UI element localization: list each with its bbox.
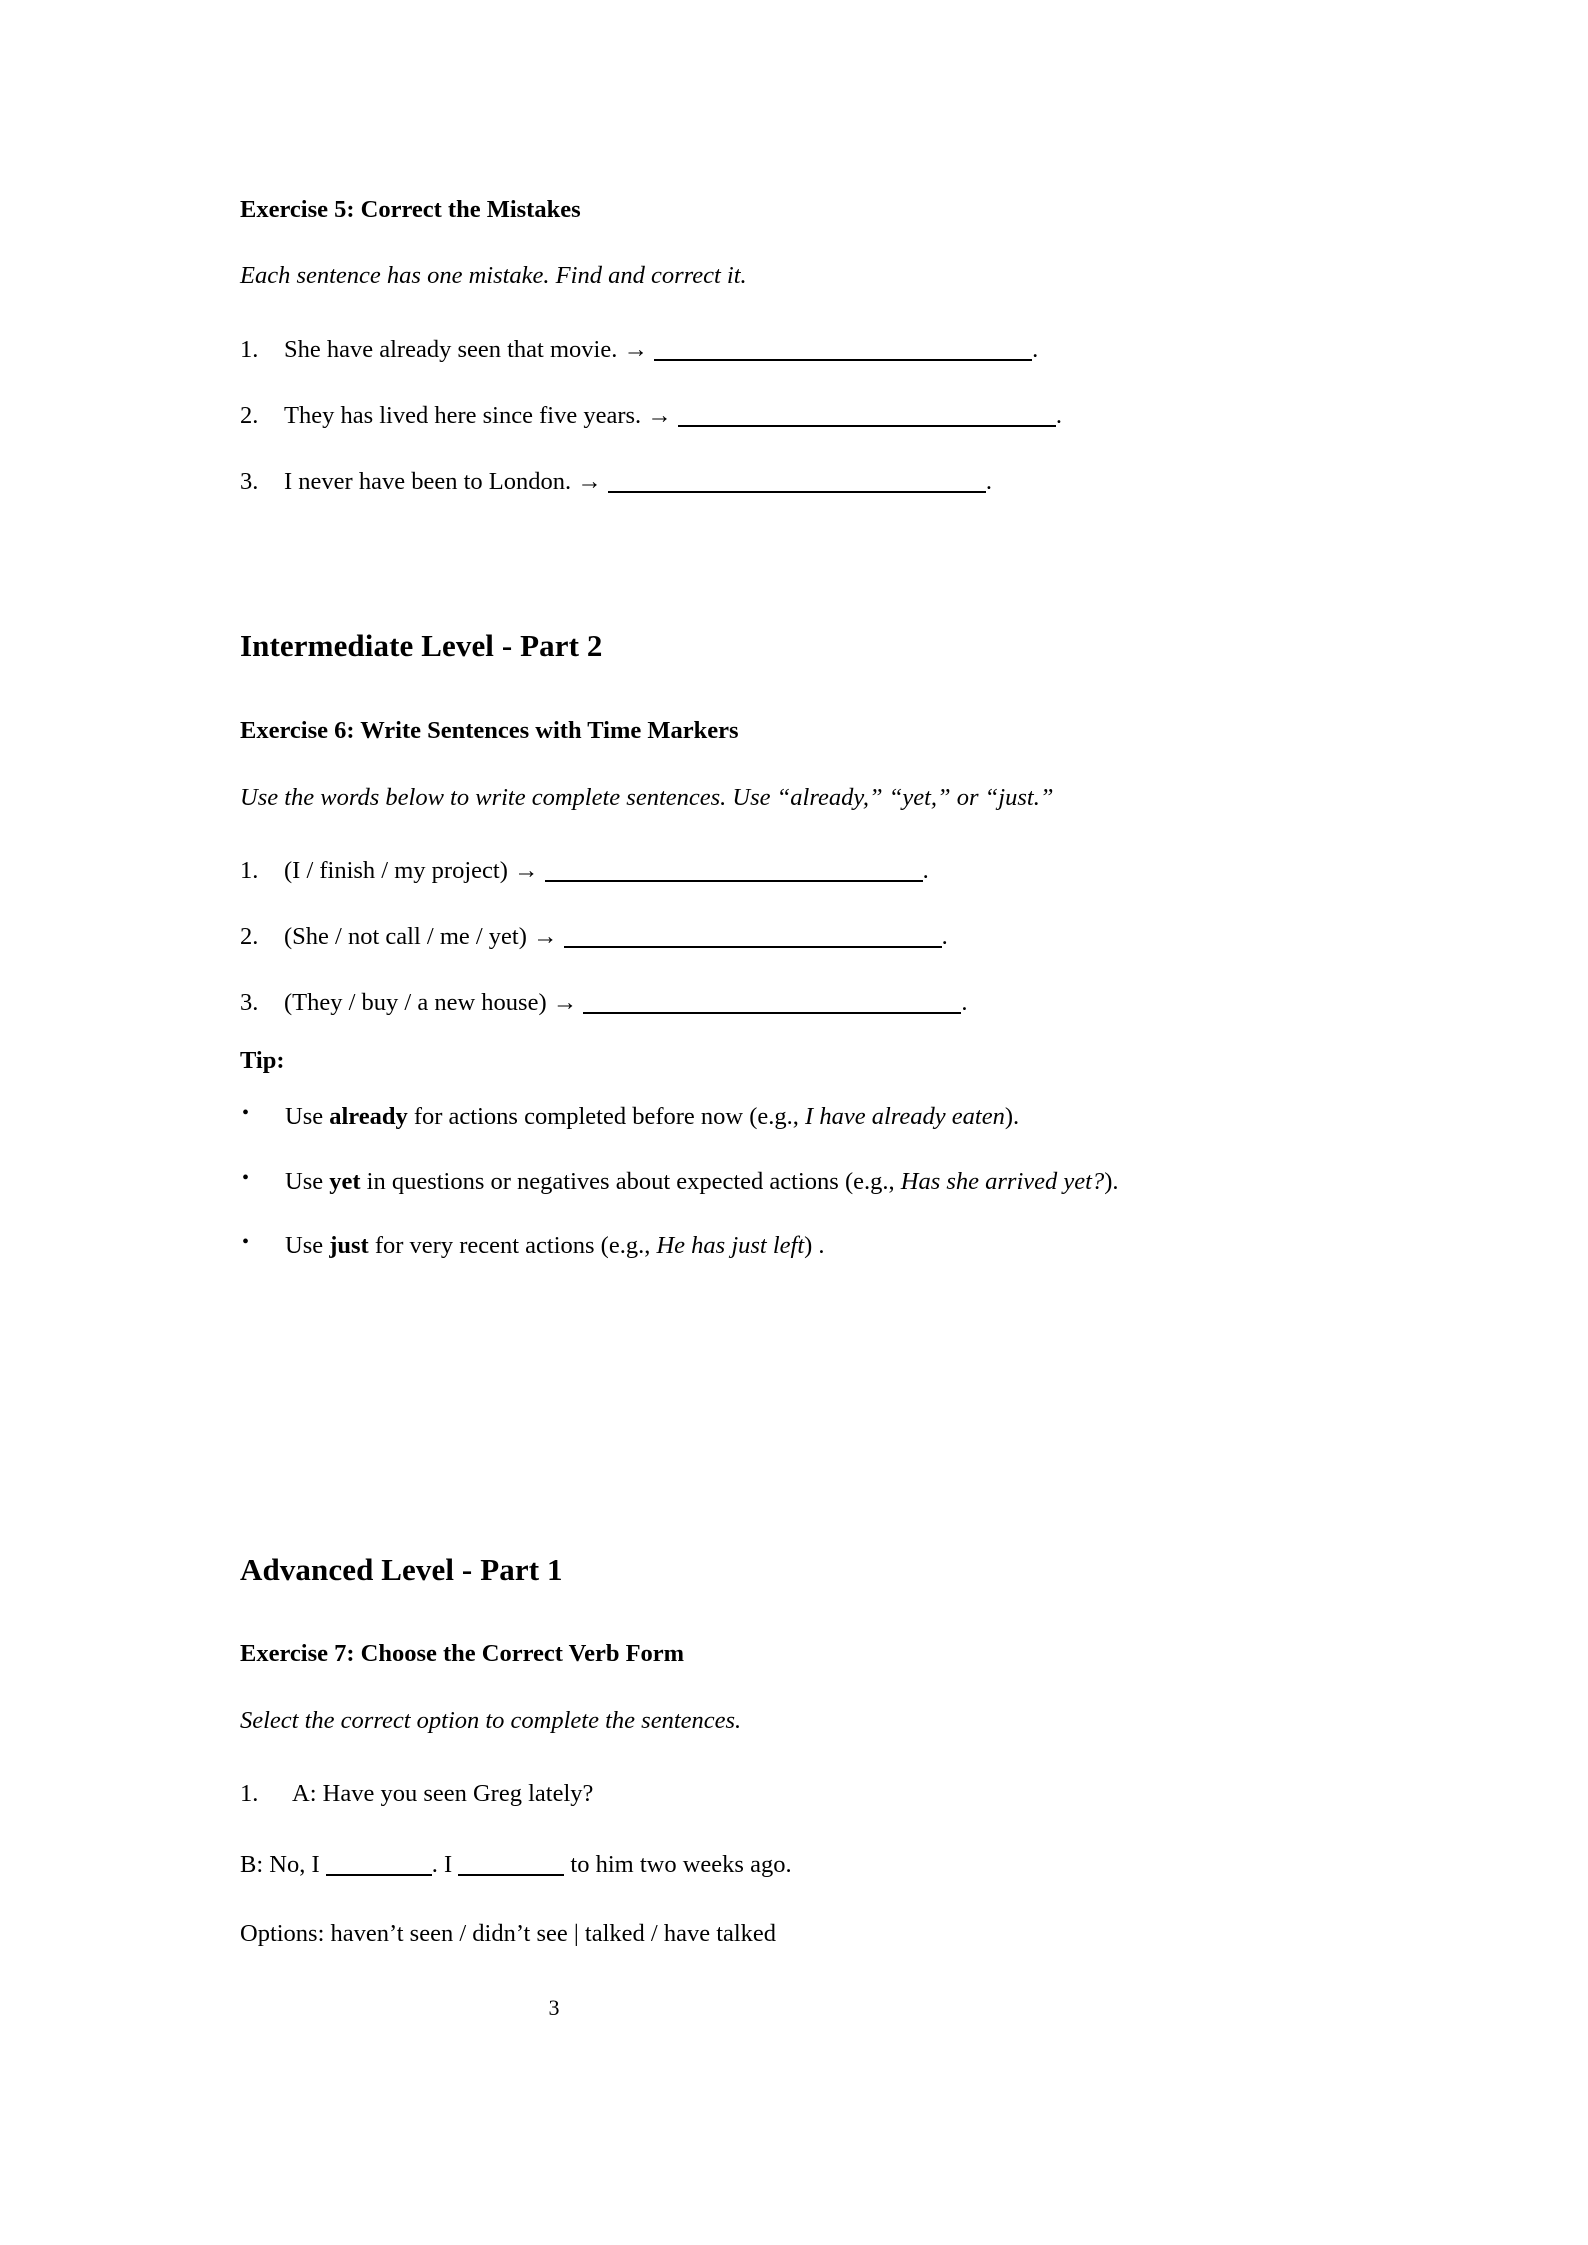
tip-tail: ). [1004,1103,1020,1130]
line-b-part1: B: No, I [240,1851,326,1878]
tip-tail: ). [1104,1167,1119,1195]
section-heading-intermediate-part-2: Intermediate Level - Part 2 [240,628,603,663]
arrow-icon: → [533,923,558,951]
item-number: 1. [240,1780,259,1807]
dialogue-line-a: A: Have you seen Greg lately? [292,1780,594,1807]
list-item [240,1097,1308,1137]
item-number: 1. [240,857,259,884]
bullet-icon: • [242,1166,250,1189]
exercise5-instruction-block [240,262,1308,290]
tip-keyword: yet [329,1167,361,1195]
item-end-punctuation: . [1032,336,1039,363]
answer-blank[interactable] [564,946,942,948]
exercise5-instruction: Each sentence has one mistake. Find and correct it. [240,262,747,289]
exercise7-instruction-block [240,1707,1308,1735]
tip-lead: Use [285,1232,330,1260]
exercise7-item-a [240,1777,1308,1810]
answer-blank[interactable] [458,1874,564,1876]
item-end-punctuation: . [961,989,968,1017]
line-b-part3: to him two weeks ago. [564,1851,792,1878]
answer-blank[interactable] [545,880,923,882]
options-line: Options: haven’t seen / didn’t see | talked / have talked [240,1920,777,1947]
exercise6-instruction-block [240,784,1308,812]
answer-blank[interactable] [678,425,1056,427]
tip-bullets [240,1097,1308,1266]
answer-blank[interactable] [608,491,986,493]
tip-label-block [240,1047,1308,1075]
arrow-icon: → [577,468,602,496]
item-text: I never have been to London. [284,468,572,496]
tip-list [240,1097,1308,1266]
list-item [240,1777,1308,1810]
arrow-icon: → [552,989,578,1017]
item-end-punctuation: . [941,923,948,951]
advanced-part1-heading-block [240,1552,1308,1588]
page-number: 3 [548,1995,560,2020]
item-text: They has lived here since five years. [284,402,642,430]
list-item [240,1226,1308,1266]
item-number: 2. [240,923,259,951]
item-text: (I / finish / my project) [284,857,508,884]
exercise7-list [240,1777,1308,1810]
exercise6-heading: Exercise 6: Write Sentences with Time Markers [240,717,739,744]
tip-mid: for very recent actions (e.g., [368,1232,657,1260]
item-number: 3. [240,989,259,1017]
tip-example: Has she arrived yet? [900,1167,1105,1195]
tip-mid: in questions or negatives about expected actions (e.g., [360,1167,901,1195]
item-text: She have already seen that movie. [284,336,618,363]
list-item [240,465,1308,498]
answer-blank[interactable] [654,359,1032,361]
tip-example: He has just left [656,1232,805,1260]
dialogue-line-b [240,1847,1308,1883]
list-item [240,920,1308,953]
tip-lead: Use [285,1167,330,1195]
section-heading-advanced-part-1: Advanced Level - Part 1 [240,1552,563,1587]
tip-keyword: just [329,1232,369,1260]
exercise5-heading-block [240,196,1308,224]
exercise7-item-b [240,1847,1308,1883]
bullet-icon: • [242,1231,250,1254]
item-number: 1. [240,336,259,363]
arrow-icon: → [513,857,539,884]
bullet-icon: • [242,1102,250,1124]
answer-blank[interactable] [326,1874,432,1876]
arrow-icon: → [647,402,672,430]
item-end-punctuation: . [922,857,929,884]
tip-label: Tip: [240,1047,285,1074]
answer-blank[interactable] [583,1012,961,1014]
exercise7-heading-block [240,1640,1308,1668]
item-end-punctuation: . [985,468,992,496]
list-item [240,333,1308,366]
exercise6-items [240,854,1308,1019]
exercise6-list [240,854,1308,1019]
list-item [240,854,1308,887]
item-text: (They / buy / a new house) [284,989,547,1017]
tip-mid: for actions completed before now (e.g., [407,1103,806,1130]
tip-keyword: already [329,1103,408,1130]
exercise5-list [240,333,1308,498]
exercise7-heading: Exercise 7: Choose the Correct Verb Form [240,1640,685,1667]
item-text: (She / not call / me / yet) [284,923,527,951]
tip-tail: ) . [804,1232,825,1260]
exercise7-options-block [240,1916,1308,1952]
exercise7-instruction: Select the correct option to complete the sentences. [240,1707,742,1734]
tip-example: I have already eaten [805,1103,1005,1130]
item-number: 2. [240,402,259,430]
list-item [240,1162,1308,1202]
item-number: 3. [240,468,259,496]
exercise6-instruction: Use the words below to write complete sentences. Use “already,” “yet,” or “just.” [240,784,1054,811]
list-item [240,399,1308,432]
exercise5-heading: Exercise 5: Correct the Mistakes [240,196,581,223]
tip-lead: Use [285,1103,330,1130]
exercise5-items [240,333,1308,498]
line-b-part2: . I [431,1851,459,1878]
item-end-punctuation: . [1055,402,1063,430]
intermediate-part2-heading-block [240,628,1308,664]
list-item [240,986,1308,1019]
exercise6-heading-block [240,717,1308,745]
arrow-icon: → [623,336,648,363]
